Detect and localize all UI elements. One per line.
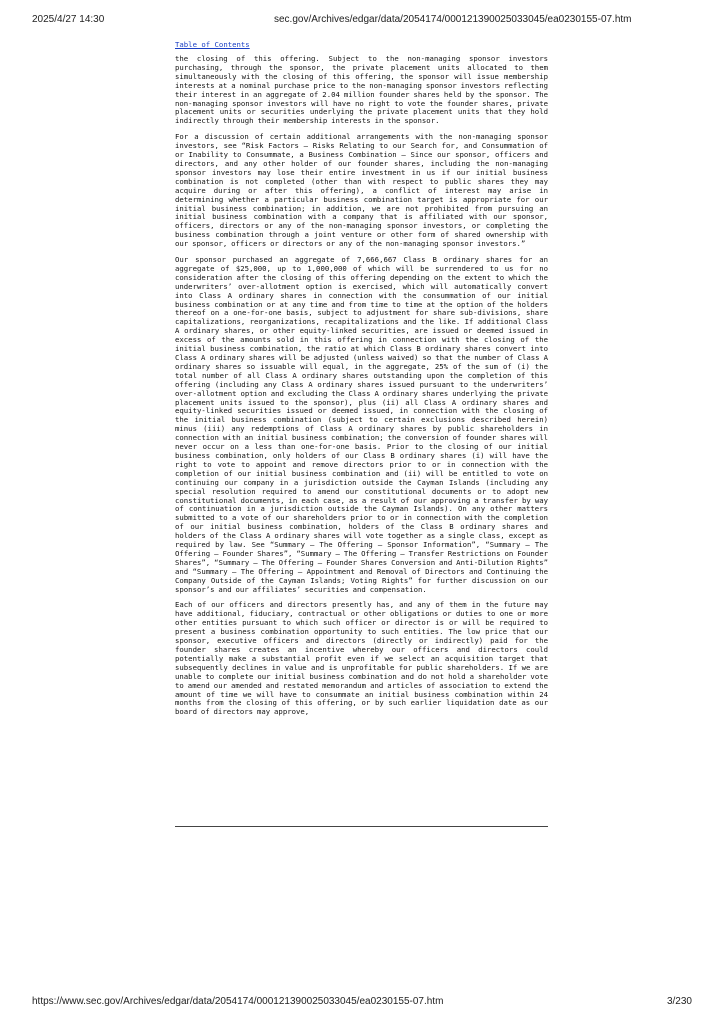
document-body [175,40,548,724]
print-page-title: sec.gov/Archives/edgar/data/2054174/000121390025033045/ea0230155-07.htm [274,14,632,25]
paragraph-additional-arrangements: For a discussion of certain additional arrangements with the non-managing sponsor investors, see “Risk Factors — Risks Relating to our Search for, and Consummation of or Inability to Consummate, a Business Combination — Since our sponsor, officers and directors, and any other holder of our founder shares, including the non-managing sponsor investors may lose their entire investment in us if our initial business combination is not completed (other than with respect to public shares they may acquire during or after this offering), a conflict of interest may arise in determining whether a particular business combination target is appropriate for our initial business combination; in addition, we are not prohibited from pursuing an initial business combination with a company that is affiliated with our sponsor, officers, directors or any of the non-managing sponsor investors, or completing the business combination through a joint venture or other form of shared ownership with our sponsor, officers or directors or any of the non-managing sponsor investors.” [175,132,548,249]
paragraph-officers-obligations: Each of our officers and directors presently has, and any of them in the future may have additional, fiduciary, contractual or other obligations or duties to one or more other entities pursuant to which such officer or director is or will be required to present a business combination opportunity to such entities. The low price that our sponsor, executive officers and directors (directly or indirectly) paid for the founder shares creates an incentive whereby our officers and directors could potentially make a substantial profit even if we select an acquisition target that subsequently declines in value and is unprofitable for public shareholders. If we are unable to complete our initial business combination and do not hold a shareholder vote to amend our amended and restated memorandum and articles of association to extend the amount of time we will have to consummate an initial business combination within 24 months from the closing of this offering, or by such earlier liquidation date as our board of directors may approve, [175,600,548,717]
print-footer [0,996,724,1012]
page-divider [175,826,548,827]
print-datetime: 2025/4/27 14:30 [32,14,105,25]
print-page-number: 3/230 [666,996,692,1007]
paragraph-founder-shares: Our sponsor purchased an aggregate of 7,666,667 Class B ordinary shares for an aggregate of $25,000, up to 1,000,000 of which will be surrendered to us for no consideration after the closing of this offering depending on the extent to which the underwriters’ over-allotment option is exercised, which will automatically convert into Class A ordinary shares in connection with the consummation of our initial business combination or at any time and from time to time at the option of the holders thereof on a one-for-one basis, subject to adjustment for share sub-divisions, share capitalizations, reorganizations, recapitalizations and the like. If additional Class A ordinary shares, or other equity-linked securities, are issued or deemed issued in excess of the amounts sold in this offering in connection with the closing of the initial business combination, the ratio at which Class B ordinary shares convert into Class A ordinary shares will be adjusted (unless waived) so that the number of Class A ordinary shares so issuable will equal, in the aggregate, 25% of the sum of (i) the total number of all Class A ordinary shares outstanding upon the completion of this offering (including any Class A ordinary shares issued pursuant to the underwriters’ over-allotment option and excluding the Class A ordinary shares underlying the private placement units issued to the sponsor), plus (ii) all Class A ordinary shares and equity-linked securities issued or deemed issued, in connection with the closing of the initial business combination (subject to certain exclusions described herein) minus (iii) any redemptions of Class A ordinary shares by public shareholders in connection with an initial business combination; the conversion of founder shares will never occur on a less than one-for-one basis. Prior to the closing of our initial business combination, only holders of our Class B ordinary shares (i) will have the right to vote to appoint and remove directors prior to or in connection with the completion of our initial business combination and (ii) will be entitled to vote on continuing our company in a jurisdiction outside the Cayman Islands (including any special resolution required to amend our constitutional documents or to adopt new constitutional documents, in each case, as a result of our approving a transfer by way of continuation in a jurisdiction outside the Cayman Islands). On any other matters submitted to a vote of our shareholders prior to or in connection with the completion of our initial business combination, holders of the Class B ordinary shares and holders of the Class A ordinary shares will vote together as a single class, except as required by law. See “Summary — The Offering — Sponsor Information”, “Summary — The Offering — Founder Shares”, “Summary — The Offering — Transfer Restrictions on Founder Shares”, “Summary — The Offering — Founder Shares Conversion and Anti-Dilution Rights” and “Summary — The Offering — Appointment and Removal of Directors and Continuing the Company Outside of the Cayman Islands; Voting Rights” for further discussion on our sponsor’s and our affiliates’ securities and compensation. [175,255,548,594]
print-header [0,14,724,30]
table-of-contents-link[interactable]: Table of Contents [175,40,250,49]
paragraph-sponsor-investors: the closing of this offering. Subject to the non-managing sponsor investors purchasing, through the sponsor, the private placement units allocated to them simultaneously with the closing of this offering, the sponsor will issue membership interests at a nominal purchase price to the non-managing sponsor investors reflecting their interest in an aggregate of 2.04 million founder shares held by the sponsor. The non-managing sponsor investors will have no right to vote the founder shares, private placement units or securities underlying the private placement units that they hold indirectly through their membership interests in the sponsor. [175,54,548,126]
print-url: https://www.sec.gov/Archives/edgar/data/2054174/000121390025033045/ea0230155-07.htm [32,996,444,1007]
